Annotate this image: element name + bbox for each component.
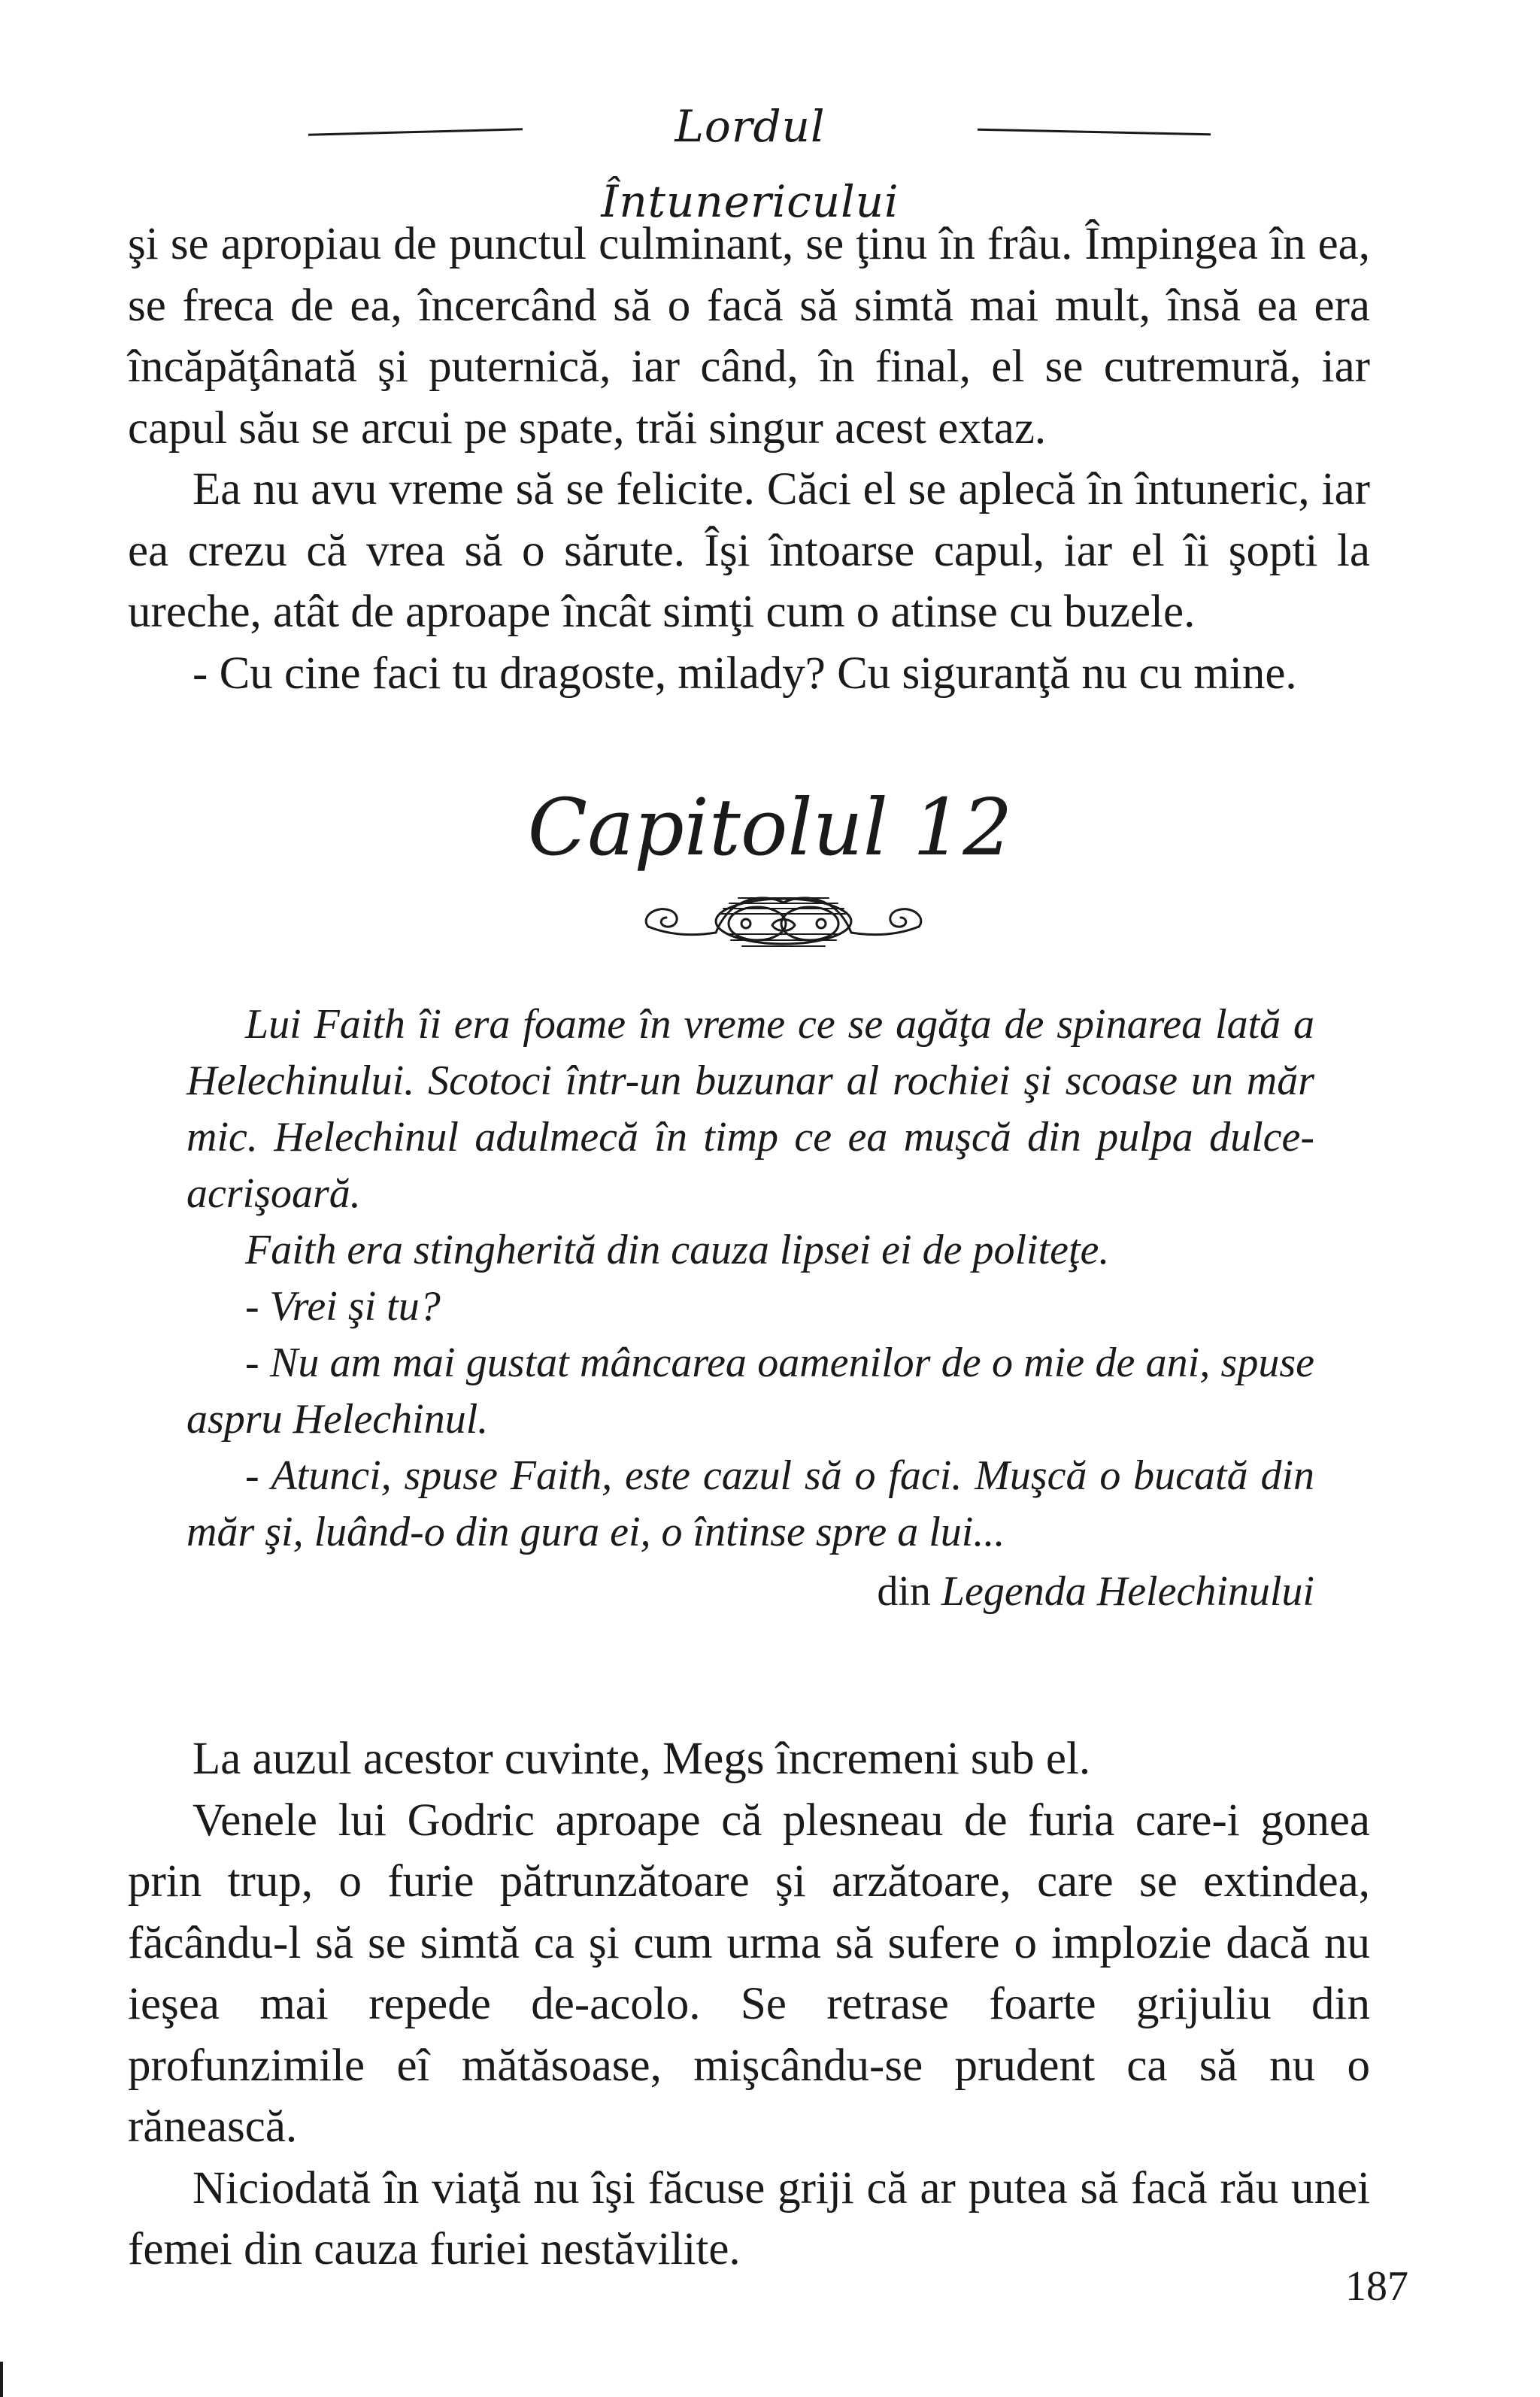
paragraph: Venele lui Godric aproape că plesneau de furia care-i gonea prin trup, o furie pătrunzătoare şi arzătoare, care se extindea, făcându-l să se simtă ca şi cum urma să sufere o implozie dacă nu ieşea mai repede de-acolo. Se retrase foarte grijuliu din profunzimile eî mătăsoase, mişcându-se prudent ca să nu o rănească. [128,1795,1370,2152]
page-edge-mark [0,2362,3,2397]
running-header [301,89,1233,227]
epigraph-dialogue: - Vrei şi tu? [245,1283,441,1330]
epigraph-source [186,1564,1314,1620]
header-rule-left [308,128,523,135]
epigraph-dialogue: - Nu am mai gustat mâncarea oamenilor de o mie de ani, spuse aspru Helechinul. [186,1340,1314,1443]
epigraph-source-title: Legenda Helechinului [941,1568,1314,1615]
paragraph: Niciodată în viaţă nu îşi făcuse griji că ar putea să facă rău unei femei din cauza furiei nestăvilite. [128,2162,1370,2274]
paragraph: Ea nu avu vreme să se felicite. Căci el se aplecă în întuneric, iar ea crezu că vrea să o sărute. Îşi întoarse capul, iar el îi şopti la ureche, atât de aproape încât simţi cum o atinse cu buzele. [128,464,1370,637]
running-header-title: Lordul Întunericului [601,101,899,227]
paragraph: şi se apropiau de punctul culminant, se ţinu în frâu. Împingea în ea, se freca de ea, încercând să o facă să simtă mai mult, însă ea era încăpăţânată şi puternică, iar când, în final, el se cutremură, iar capul său se arcui pe spate, trăi singur acest extaz. [128,219,1370,454]
header-rule-right [978,129,1211,135]
epigraph-paragraph: Faith era stingherită din cauza lipsei ei de politeţe. [245,1227,1110,1273]
epigraph-paragraph: Lui Faith îi era foame în vreme ce se agăţa de spinarea lată a Helechinului. Scotoci într-un buzunar al rochiei şi scoase un măr mic. Helechinul adulmecă în timp ce ea muşcă din pulpa dulce-acrişoară. [186,1001,1314,1217]
bottom-text-block [128,1728,1370,2280]
epigraph-dialogue: - Atunci, spuse Faith, este cazul să o faci. Muşcă o bucată din măr şi, luând-o din gura ei, o întinse spre a lui... [186,1452,1314,1555]
epigraph [186,997,1314,1620]
dialogue-line: - Cu cine faci tu dragoste, milady? Cu siguranţă nu cu mine. [192,648,1297,699]
chapter-ornament-icon [633,880,934,963]
epigraph-source-prefix: din [877,1568,931,1615]
paragraph: La auzul acestor cuvinte, Megs încremeni sub el. [192,1734,1091,1784]
chapter-title: Capitolul 12 [527,781,1013,873]
top-text-block [128,214,1370,704]
page-number: 187 [1345,2263,1408,2310]
